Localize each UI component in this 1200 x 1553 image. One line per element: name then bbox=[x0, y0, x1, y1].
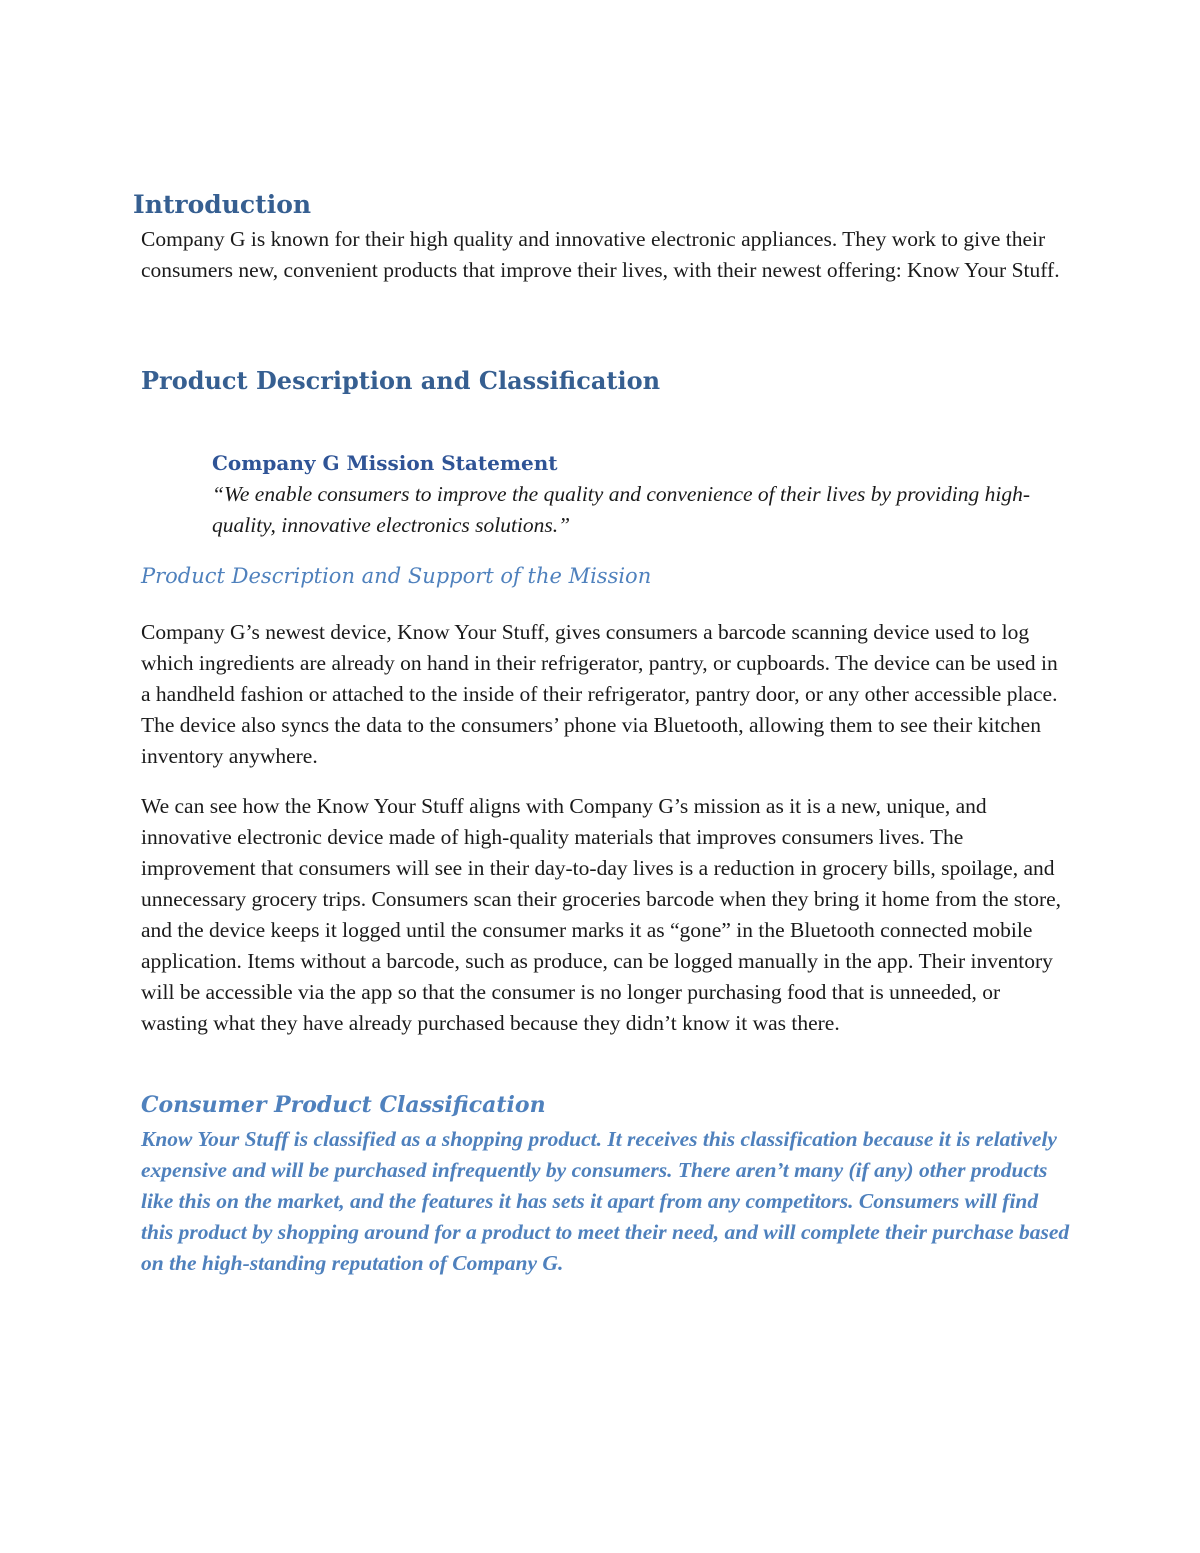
mission-statement-quote: “We enable consumers to improve the quality and convenience of their lives by providing high-quality, innovative electronics solutions.” bbox=[212, 482, 1031, 537]
support-of-mission-heading: Product Description and Support of the Mission bbox=[141, 564, 652, 588]
product-description-classification-heading: Product Description and Classification bbox=[141, 366, 661, 395]
consumer-product-classification-heading: Consumer Product Classification bbox=[141, 1092, 546, 1118]
introduction-body: Company G is known for their high quality and innovative electronic appliances. They work to give their consumers new, convenient products that improve their lives, with their newest offering: Know Your Stuff. bbox=[141, 227, 1060, 282]
mission-alignment-paragraph: We can see how the Know Your Stuff aligns with Company G’s mission as it is a new, unique, and innovative electronic device made of high-quality materials that improves consumers lives. The improvement that consumers will see in their day-to-day lives is a reduction in grocery bills, spoilage, and unnecessary grocery trips. Consumers scan their groceries barcode when they bring it home from the store, and the device keeps it logged until the consumer marks it as “gone” in the Bluetooth connected mobile application. Items without a barcode, such as produce, can be logged manually in the app. Their inventory will be accessible via the app so that the consumer is no longer purchasing food that is unneeded, or wasting what they have already purchased because they didn’t know it was there. bbox=[141, 794, 1062, 1035]
introduction-heading: Introduction bbox=[133, 190, 312, 219]
product-description-paragraph: Company G’s newest device, Know Your Stuff, gives consumers a barcode scanning device used to log which ingredients are already on hand in their refrigerator, pantry, or cupboards. The device can be used in a handheld fashion or attached to the inside of their refrigerator, pantry door, or any other accessible place. The device also syncs the data to the consumers’ phone via Bluetooth, allowing them to see their kitchen inventory anywhere. bbox=[141, 620, 1058, 768]
mission-statement-heading: Company G Mission Statement bbox=[212, 451, 558, 475]
consumer-product-classification-body: Know Your Stuff is classified as a shopping product. It receives this classification because it is relatively expensive and will be purchased infrequently by consumers. There aren’t many (if any) other products like this on the market, and the features it has sets it apart from any competitors. Consumers will find this product by shopping around for a product to meet their need, and will complete their purchase based on the high-standing reputation of Company G. bbox=[141, 1127, 1070, 1275]
